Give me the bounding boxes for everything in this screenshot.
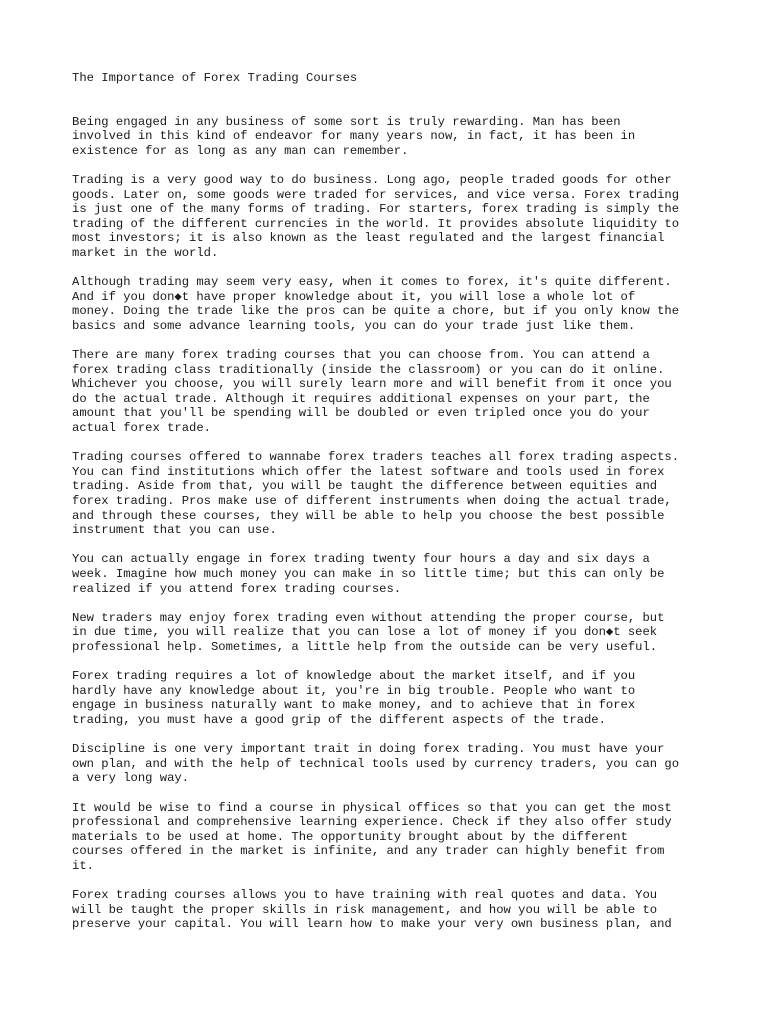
paragraph	[72, 115, 712, 159]
text-line: Forex trading courses allows you to have training with real quotes and data. You	[72, 888, 658, 903]
text-line: It would be wise to find a course in physical offices so that you can get the most	[72, 800, 672, 815]
text-line: week. Imagine how much money you can make in so little time; but this can only be	[72, 567, 665, 581]
paragraph	[72, 450, 712, 538]
paragraph	[72, 742, 712, 786]
text-line: Trading is a very good way to do business. Long ago, people traded goods for other	[72, 172, 672, 187]
text-line: actual forex trade.	[72, 421, 211, 436]
text-line: trading of the different currencies in the world. It provides absolute liquidity to	[72, 216, 680, 231]
paragraph	[72, 888, 712, 932]
text-line: Discipline is one very important trait in doing forex trading. You must have your	[72, 742, 665, 757]
document-body	[72, 71, 712, 946]
text-line: engage in business naturally want to make money, and to achieve that in forex	[72, 698, 636, 713]
text-line: instrument that you can use.	[72, 523, 277, 538]
text-line: forex trading class traditionally (inside the classroom) or you can do it online.	[72, 362, 665, 377]
text-line: hardly have any knowledge about it, you're in big trouble. People who want to	[72, 683, 636, 698]
paragraph	[72, 611, 712, 655]
text-line: Although trading may seem very easy, when it comes to forex, it's quite different.	[72, 275, 672, 290]
text-line: Being engaged in any business of some sort is truly rewarding. Man has been	[72, 114, 621, 129]
text-line: trading, you must have a good grip of the different aspects of the trade.	[72, 712, 606, 727]
text-line: And if you don◆t have proper knowledge about it, you will lose a whole lot of	[72, 289, 636, 304]
document-title: The Importance of Forex Trading Courses	[72, 71, 358, 85]
text-line: There are many forex trading courses that you can choose from. You can attend a	[72, 348, 650, 363]
paragraph	[72, 275, 712, 333]
text-line: do the actual trade. Although it requires additional expenses on your part, the	[72, 391, 650, 406]
text-line: materials to be used at home. The opportunity brought about by the different	[72, 829, 628, 844]
text-line: You can actually engage in forex trading twenty four hours a day and six days a	[72, 552, 650, 567]
paragraph	[72, 348, 712, 436]
text-line: Forex trading requires a lot of knowledge about the market itself, and if you	[72, 669, 636, 684]
paragraph	[72, 669, 712, 727]
text-line: You can find institutions which offer the latest software and tools used in forex	[72, 464, 665, 479]
text-line: realized if you attend forex trading courses.	[72, 581, 402, 596]
text-line: professional and comprehensive learning experience. Check if they also offer study	[72, 815, 672, 830]
text-line: market in the world.	[72, 245, 219, 260]
text-line: amount that you'll be spending will be doubled or even tripled once you do your	[72, 406, 650, 421]
text-line: will be taught the proper skills in risk management, and how you will be able to	[72, 902, 658, 917]
paragraph	[72, 801, 712, 874]
text-line: involved in this kind of endeavor for many years now, in fact, it has been in	[72, 129, 636, 144]
text-line: most investors; it is also known as the least regulated and the largest financial	[72, 231, 665, 246]
text-line: Trading courses offered to wannabe forex traders teaches all forex trading aspects.	[72, 450, 680, 465]
text-line: in due time, you will realize that you can lose a lot of money if you don◆t seek	[72, 625, 658, 640]
text-line: courses offered in the market is infinite, and any trader can highly benefit from	[72, 844, 665, 859]
text-line: professional help. Sometimes, a little help from the outside can be very useful.	[72, 639, 658, 654]
paragraph	[72, 552, 712, 596]
text-line: forex trading. Pros make use of different instruments when doing the actual trade,	[72, 494, 672, 509]
paragraph	[72, 173, 712, 261]
text-line: a very long way.	[72, 771, 190, 786]
text-line: goods. Later on, some goods were traded for services, and vice versa. Forex trading	[72, 187, 680, 202]
paragraph-list	[72, 115, 712, 932]
text-line: preserve your capital. You will learn how to make your very own business plan, and	[72, 917, 672, 932]
text-line: is just one of the many forms of trading. For starters, forex trading is simply the	[72, 202, 680, 217]
text-line: and through these courses, they will be able to help you choose the best possible	[72, 508, 665, 523]
text-line: it.	[72, 858, 94, 873]
text-line: money. Doing the trade like the pros can be quite a chore, but if you only know the	[72, 304, 680, 319]
text-line: basics and some advance learning tools, you can do your trade just like them.	[72, 318, 636, 333]
text-line: New traders may enjoy forex trading even without attending the proper course, but	[72, 610, 665, 625]
text-line: Whichever you choose, you will surely learn more and will benefit from it once you	[72, 377, 672, 392]
text-line: own plan, and with the help of technical tools used by currency traders, you can go	[72, 756, 680, 771]
text-line: trading. Aside from that, you will be taught the difference between equities and	[72, 479, 658, 494]
text-line: existence for as long as any man can remember.	[72, 143, 409, 158]
